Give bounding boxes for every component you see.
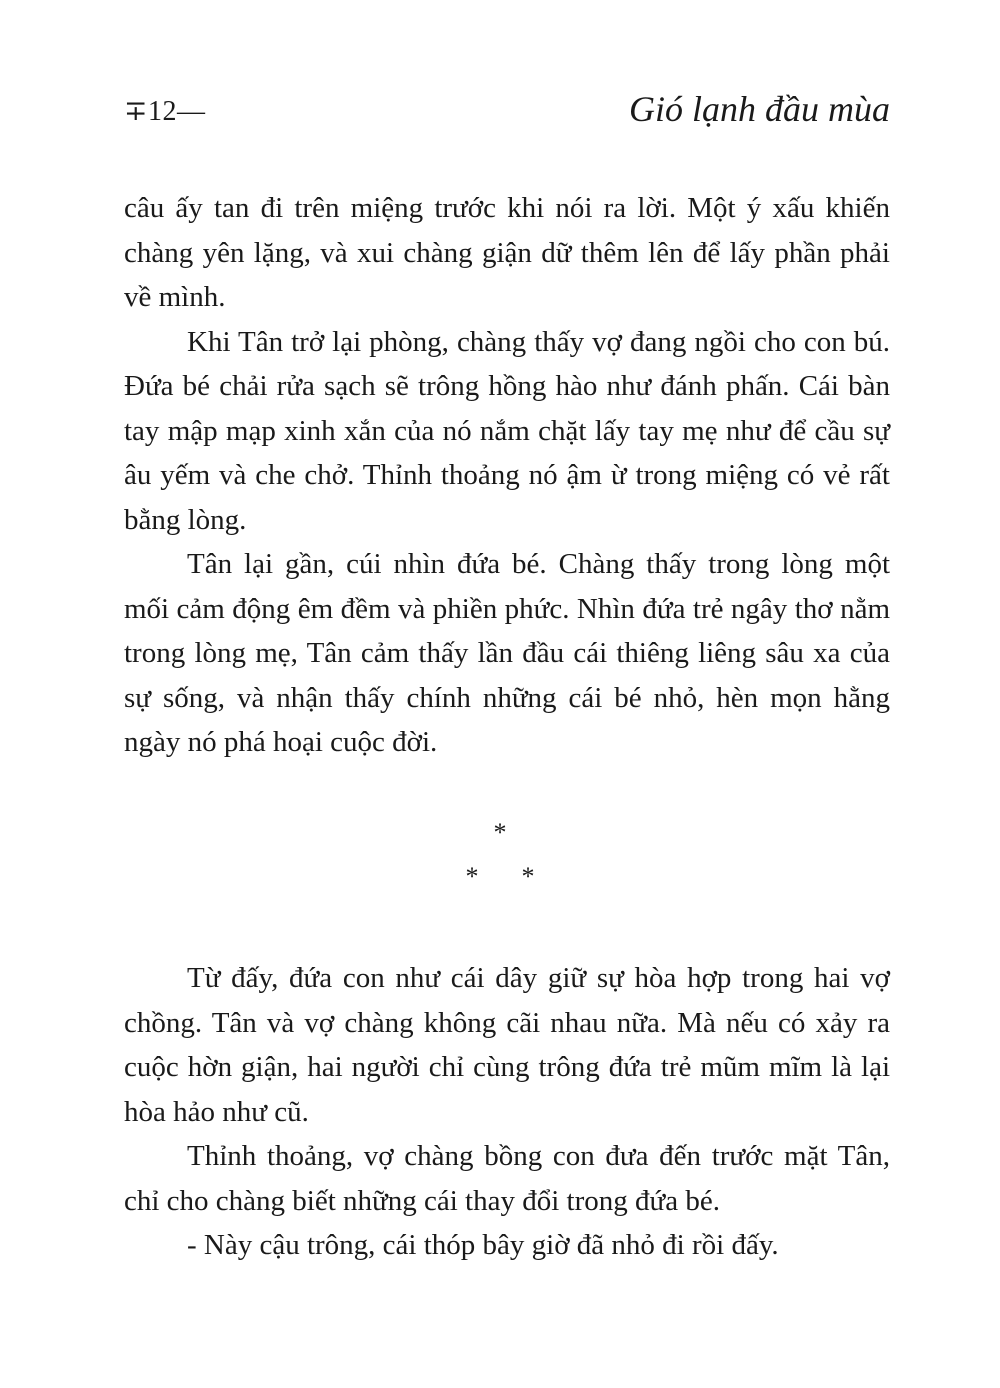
text-block-bottom — [124, 956, 890, 1268]
dialogue-line: - Này cậu trông, cái thóp bây giờ đã nhỏ đi rồi đấy. — [187, 1229, 779, 1261]
running-title: Gió lạnh đầu mùa — [629, 89, 890, 129]
section-break-bottom-stars — [0, 862, 1000, 892]
section-break-top-star — [0, 818, 1000, 848]
page-header — [124, 88, 890, 138]
paragraph: Khi Tân trở lại phòng, chàng thấy vợ đang ngồi cho con bú. Đứa bé chải rửa sạch sẽ trông hồng hào như đánh phấn. Cái bàn tay mập mạp xinh xắn của nó nắm chặt lấy tay mẹ như để cầu sự âu yếm và che chở. Thỉnh thoảng nó ậm ừ trong miệng có vẻ rất bằng lòng. — [124, 325, 890, 536]
paragraph: Thỉnh thoảng, vợ chàng bồng con đưa đến trước mặt Tân, chỉ cho chàng biết những cái thay đổi trong đứa bé. — [124, 1140, 890, 1217]
paragraph: Từ đấy, đứa con như cái dây giữ sự hòa hợp trong hai vợ chồng. Tân và vợ chàng không cãi nhau nữa. Mà nếu có xảy ra cuộc hờn giận, hai người chỉ cùng trông đứa trẻ mũm mĩm là lại hòa hảo như cũ. — [124, 962, 890, 1128]
text-block-top — [124, 186, 890, 765]
asterisk: * — [521, 862, 535, 891]
paragraph-continued: câu ấy tan đi trên miệng trước khi nói ra lời. Một ý xấu khiến chàng yên lặng, và xui chàng giận dữ thêm lên để lấy phần phải về mình. — [124, 192, 890, 313]
page-number: ∓12— — [124, 96, 206, 127]
asterisk: * — [493, 818, 507, 847]
paragraph: Tân lại gần, cúi nhìn đứa bé. Chàng thấy trong lòng một mối cảm động êm đềm và phiền phức. Nhìn đứa trẻ ngây thơ nằm trong lòng mẹ, Tân cảm thấy lần đầu cái thiêng liêng sâu xa của sự sống, và nhận thấy chính những cái bé nhỏ, hèn mọn hằng ngày nó phá hoại cuộc đời. — [124, 548, 890, 758]
asterisk: * — [465, 862, 479, 891]
